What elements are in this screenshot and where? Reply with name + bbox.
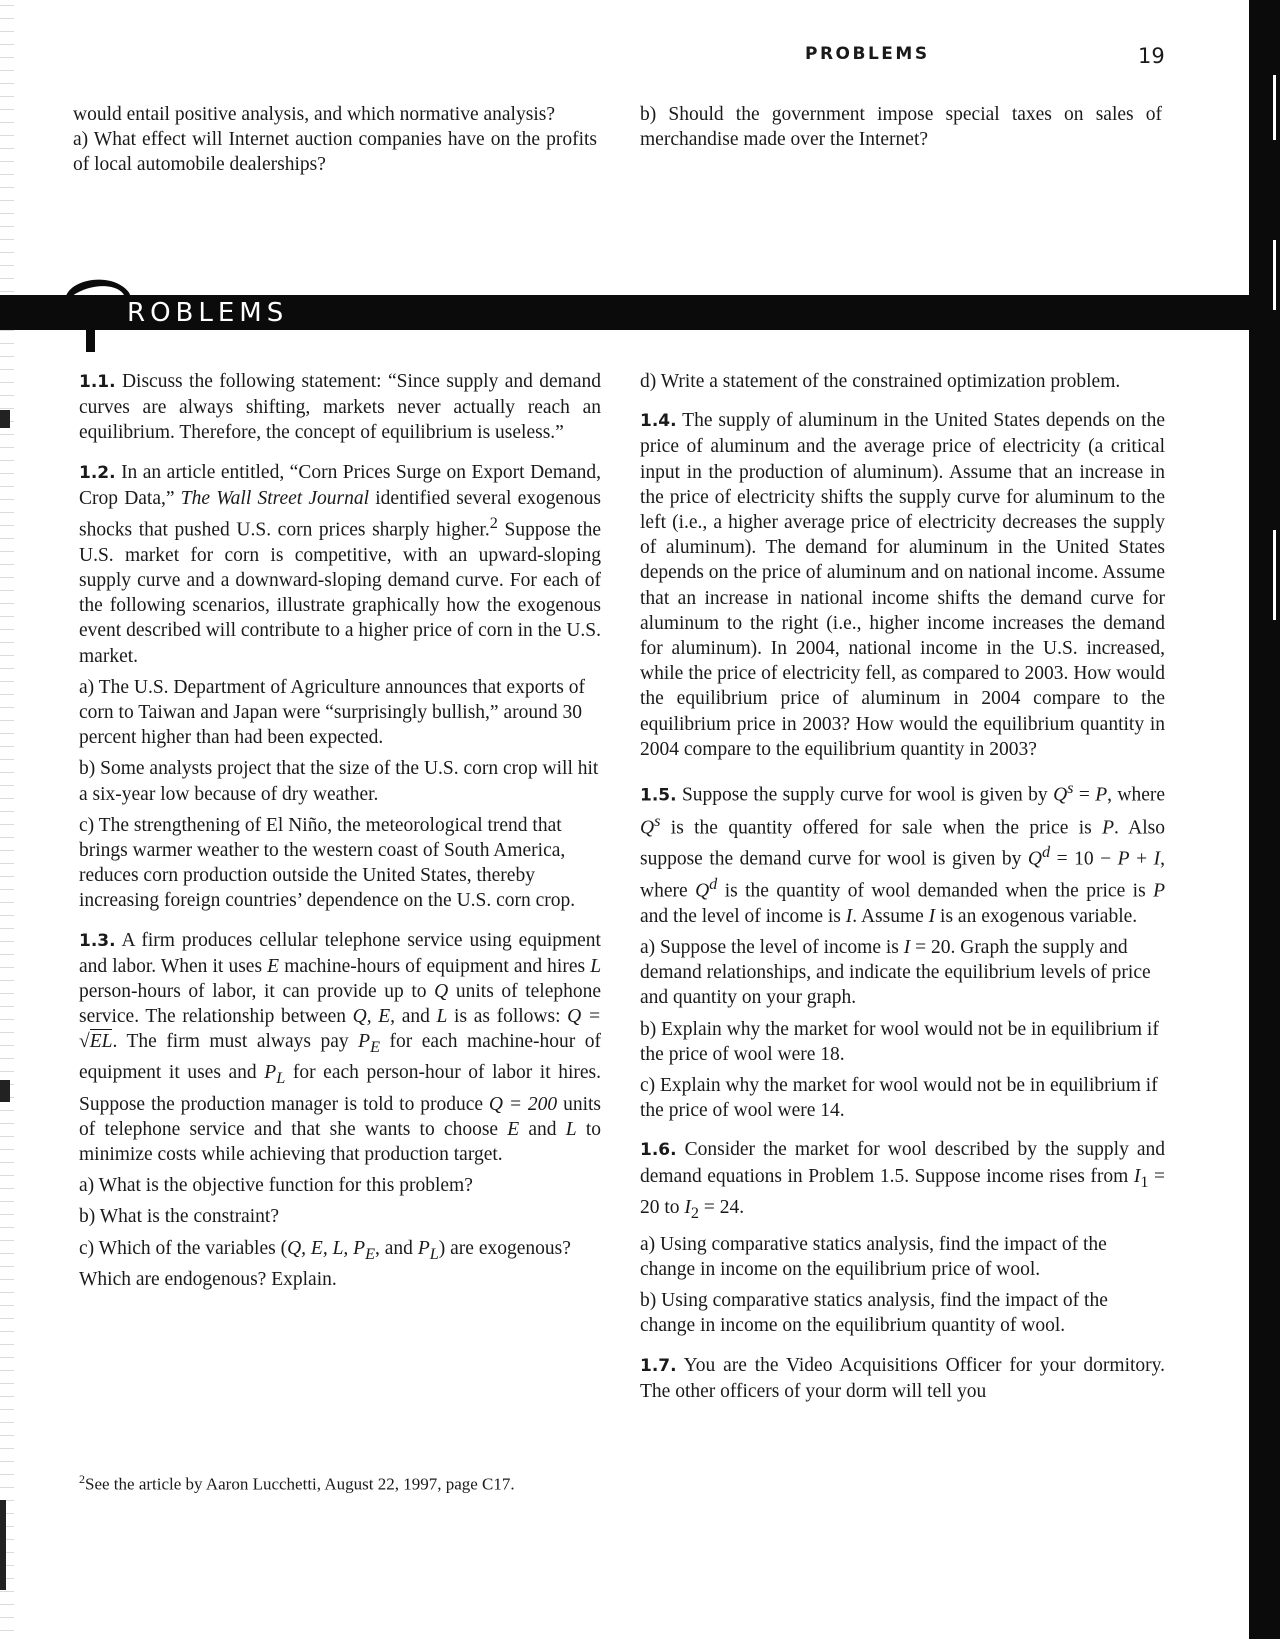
problem-number: 1.2. xyxy=(79,462,116,483)
problems-right-column xyxy=(640,369,1165,1404)
problem-text: identified several exogenous shocks that pushed U.S. corn prices sharply higher. xyxy=(79,487,602,541)
problem-text: . Assume xyxy=(852,905,924,927)
math-var: L xyxy=(565,1118,577,1140)
math-radicand: EL xyxy=(89,1031,113,1053)
problem-text: to minimize costs while achieving that production target. xyxy=(79,1118,601,1165)
problem-text: In an article entitled, “Corn Prices Surge on Export Demand, Crop Data,” xyxy=(79,461,601,509)
math-var: P xyxy=(1153,880,1165,902)
problem-text: Suppose the supply curve for wool is given by xyxy=(681,784,1048,806)
math-var: Q xyxy=(695,880,710,902)
math-var: I xyxy=(903,937,911,959)
intro-right-para-1: b) Should the government impose special taxes on sales of merchandise made over the Internet? xyxy=(640,104,1162,151)
math-subscript: E xyxy=(370,1038,381,1057)
math-var: I xyxy=(928,905,936,927)
problem-text: Consider the market for wool described by the supply and demand equations in Problem 1.5. Suppose income rises from xyxy=(640,1139,1166,1187)
problem-1-2 xyxy=(79,460,601,669)
problem-text: = xyxy=(1078,784,1090,806)
problem-1-3-part-c xyxy=(79,1236,601,1292)
problem-text: , and xyxy=(375,1237,413,1259)
problem-text: is the quantity of wool demanded when the price is xyxy=(724,880,1146,902)
math-var: I xyxy=(1133,1165,1141,1187)
math-superscript: s xyxy=(654,811,661,830)
problem-text: for each person-hour of labor it hires. Suppose the production manager is told to produce xyxy=(79,1062,601,1115)
problem-1-5-part-c: c) Explain why the market for wool would not be in equilibrium if the price of wool were 14. xyxy=(640,1075,1158,1122)
math-equation: Q = 200 xyxy=(488,1093,558,1115)
math-var: Q xyxy=(434,980,449,1002)
problem-text: = 20. Graph the supply and demand relationships, and indicate the equilibrium levels of price and quantity on your graph. xyxy=(640,937,1151,1009)
problem-text: = 20 to xyxy=(640,1165,1166,1218)
math-subscript: 2 xyxy=(690,1203,700,1222)
problem-1-6-part-a: a) Using comparative statics analysis, find the impact of the change in income on the equilibrium price of wool. xyxy=(640,1233,1107,1281)
problem-text: person-hours of labor, it can provide up to xyxy=(79,980,427,1002)
math-subscript: E xyxy=(365,1244,376,1263)
scan-edge-left xyxy=(0,0,14,1639)
problem-text: units of telephone service and that she wants to choose xyxy=(79,1093,602,1140)
math-var: Q, E, L, P xyxy=(287,1237,366,1259)
math-var: Q, E, xyxy=(352,1006,396,1028)
problem-1-3-part-b: b) What is the constraint? xyxy=(79,1206,279,1228)
problem-number: 1.7. xyxy=(640,1355,677,1376)
problem-1-2-part-b: b) Some analysts project that the size of the U.S. corn crop will hit a six-year low because of dry weather. xyxy=(79,758,599,805)
problem-1-4 xyxy=(640,408,1165,762)
page-number: 19 xyxy=(1138,44,1165,68)
problem-1-5 xyxy=(640,776,1165,929)
problem-text: = 10 − xyxy=(1056,848,1112,870)
problem-text: is an exogenous variable. xyxy=(940,905,1138,927)
problem-1-5-part-b: b) Explain why the market for wool would not be in equilibrium if the price of wool were 18. xyxy=(640,1018,1159,1065)
problem-text: + xyxy=(1136,848,1148,870)
problem-1-2-part-c: c) The strengthening of El Niño, the meteorological trend that brings warmer weather to the western coast of South America, reduces corn production outside the United States, thereby increasing foreign countries’ dependence on the U.S. corn crop. xyxy=(79,814,576,912)
problem-1-5-part-a xyxy=(640,935,1165,1011)
problem-1-7 xyxy=(640,1353,1165,1404)
running-header: PROBLEMS xyxy=(805,44,930,64)
math-var: I xyxy=(1153,848,1161,870)
math-var: P xyxy=(264,1062,277,1084)
problem-number: 1.5. xyxy=(640,785,677,806)
section-title: ROBLEMS xyxy=(127,298,289,328)
problem-1-3-part-d: d) Write a statement of the constrained optimization problem. xyxy=(640,371,1121,392)
math-equation: Q = xyxy=(567,1006,602,1028)
problem-text: and xyxy=(528,1118,557,1140)
problem-1-2-part-a: a) The U.S. Department of Agriculture announces that exports of corn to Taiwan and Japan were “surprisingly bullish,” around 30 percent higher than had been expected. xyxy=(79,676,585,749)
problem-text: . The firm must always pay xyxy=(112,1031,349,1053)
intro-right xyxy=(640,102,1162,152)
math-var: Q xyxy=(1053,784,1068,806)
problem-1-1 xyxy=(79,369,601,446)
problem-text: machine-hours of equipment and hires xyxy=(284,955,586,977)
problems-left-column xyxy=(79,369,601,1292)
math-subscript: 1 xyxy=(1140,1172,1149,1191)
problem-text: a) Suppose the level of income is xyxy=(640,937,899,959)
problem-1-3-part-a: a) What is the objective function for this problem? xyxy=(79,1175,473,1197)
problem-number: 1.4. xyxy=(640,411,677,432)
problem-text: The supply of aluminum in the United States depends on the price of aluminum and the average price of electricity (a critical input in the production of aluminum). Assume that an increase in the price of electricity shifts the supply curve for aluminum to the left (i.e., a higher average price of electricity decreases the supply of aluminum). The demand for aluminum in the United States depends on the price of aluminum and on national income. Assume that an increase in national income shifts the demand curve for aluminum to the right (i.e., higher income increases the demand for aluminum). In 2004, national income in the U.S. increased, while the price of electricity fell, as compared to 2003. How would the equilibrium price of aluminum in 2004 compare to the equilibrium price in 2003? How would the equilibrium quantity in 2004 compare to the equilibrium quantity in 2003? xyxy=(640,410,1165,760)
problem-1-6 xyxy=(640,1137,1165,1225)
footnote-mark: 2 xyxy=(79,1472,85,1486)
math-var: I xyxy=(684,1196,691,1218)
problem-text: You are the Video Acquisitions Officer for your dormitory. The other officers of your dorm will tell you xyxy=(640,1354,1166,1402)
problem-text: Discuss the following statement: “Since supply and demand curves are always shifting, markets never actually reach an equilibrium. Therefore, the concept of equilibrium is useless.” xyxy=(79,371,601,444)
math-var: Q xyxy=(1027,848,1042,870)
math-var: P xyxy=(1102,817,1115,839)
problem-text: Suppose the U.S. market for corn is competitive, with an upward-sloping supply curve and a downward-sloping demand curve. For each of the following scenarios, illustrate graphically how the exogenous event described will contribute to a higher price of corn in the U.S. market. xyxy=(79,519,602,667)
problem-1-6-part-b: b) Using comparative statics analysis, find the impact of the change in income on the equilibrium quantity of wool. xyxy=(640,1290,1108,1337)
math-var: L xyxy=(436,1006,448,1028)
problem-text: = 24. xyxy=(703,1196,745,1218)
math-var: I xyxy=(845,905,853,927)
problem-1-3: 1.3. A firm produces cellular telephone service using equipment and labor. When it uses E machine-hours of equipment and hires L person-hours of labor, it can provide up to Q units of telephone service. The relationship between Q, E, and L is as follows: Q = √EL. The firm must always pay $P_E$ for each machine-hour of equipment it uses and $P_L$ for each person-hour of labor it hires. Suppose the production manager is told to produce Q = 200 units of telephone service and that she wants to choose E and L to minimize costs while achieving that production target. xyxy=(79,929,602,1165)
math-var: P xyxy=(1117,848,1130,870)
problem-text: units of telephone service. The relationship between xyxy=(79,980,602,1028)
problem-text: is the quantity offered for sale when the price is xyxy=(670,817,1092,839)
footnote-text: See the article by Aaron Lucchetti, August 22, 1997, page C17. xyxy=(85,1474,515,1494)
math-superscript: d xyxy=(709,875,718,894)
math-var: Q xyxy=(640,817,655,839)
problem-text: and xyxy=(401,1006,430,1028)
math-subscript: L xyxy=(429,1244,439,1263)
math-var: E xyxy=(507,1118,520,1140)
problem-text: A firm produces cellular telephone service using equipment and labor. When it uses xyxy=(79,929,601,977)
problem-text: ) are exogenous? Which are endogenous? Explain. xyxy=(79,1237,571,1290)
math-var: P xyxy=(417,1237,430,1259)
math-var: L xyxy=(590,955,602,977)
math-subscript: L xyxy=(276,1069,286,1088)
footnote-ref: 2 xyxy=(489,514,498,533)
problem-text: c) Which of the variables ( xyxy=(79,1237,288,1259)
math-var: E xyxy=(267,955,280,977)
math-var: P xyxy=(358,1031,371,1053)
problem-number: 1.1. xyxy=(79,372,116,392)
intro-left xyxy=(73,102,597,178)
problem-text: , where xyxy=(640,848,1165,902)
math-superscript: d xyxy=(1041,843,1051,862)
footnote xyxy=(79,1472,515,1495)
problem-number: 1.3. xyxy=(79,930,116,951)
intro-left-para-1: would entail positive analysis, and which normative analysis? xyxy=(73,104,555,125)
problem-text: is as follows: xyxy=(454,1006,561,1028)
scan-edge-right xyxy=(1249,0,1280,1639)
problem-text: for each machine-hour of equipment it uses and xyxy=(79,1031,602,1084)
math-var: P xyxy=(1095,784,1108,806)
math-superscript: s xyxy=(1067,779,1074,798)
problem-number: 1.6. xyxy=(640,1140,677,1161)
intro-left-para-2: a) What effect will Internet auction companies have on the profits of local automobile dealerships? xyxy=(73,129,597,176)
problem-text: . Also suppose the demand curve for wool is given by xyxy=(640,817,1166,870)
problem-text: and the level of income is xyxy=(640,905,841,927)
source-title: The Wall Street Journal xyxy=(180,487,370,509)
problem-text: , where xyxy=(1107,784,1166,806)
